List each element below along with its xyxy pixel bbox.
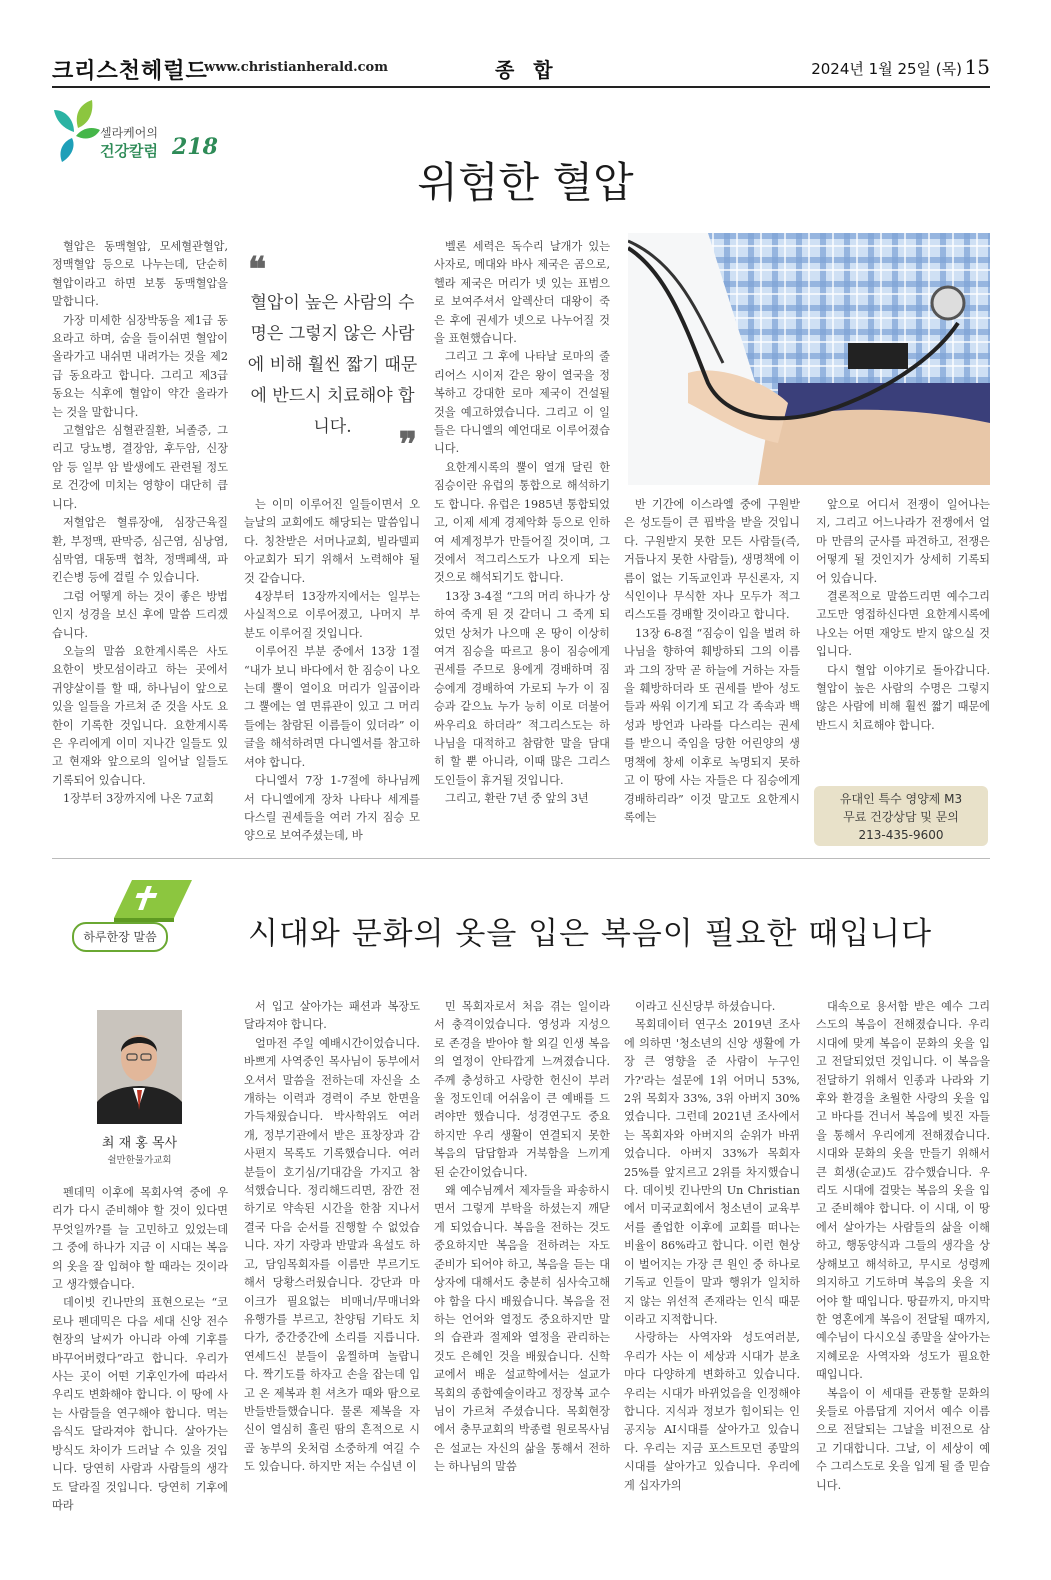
paragraph: 13장 6-8절 “짐승이 입을 벌려 하나님을 향하여 훼방하되 그의 이름과 그의 장막 곧 하늘에 거하는 자들을 훼방하더라 또 권세를 받아 성도들과 싸워 이기게 되고 각 족속과 백성과 방언과 나라를 다스리는 권세를 받으니 죽임을 당한 어린양의 생명책에 창세 이후로 녹명되지 못하고 이 땅에 사는 자들은 다 짐승에게 경배하리라” 이것 말고도 요한계시록에는: [624, 626, 800, 824]
column-number: 218: [172, 134, 218, 160]
paragraph: 는 이미 이루어진 일들이면서 오늘날의 교회에도 해당되는 말씀입니다. 칭찬받은 서머나교회, 빌라델피아교회가 되기 위해서 노력해야 될 것 같습니다.: [244, 498, 420, 585]
paragraph: 사랑하는 사역자와 성도여러분, 우리가 사는 이 세상과 시대가 분초마다 다양하게 변화하고 있습니다. 우리는 시대가 바뀌었음을 인정해야 합니다. 지식과 정보가 힘이되는 인공지능 AI시대를 살아가고 있습니다. 우리는 지금 포스트모던 종말의 시대를 살아가고 있습니다. 우리에게 십자가의: [624, 1331, 800, 1492]
paragraph: 얼마전 주일 예배시간이었습니다. 바쁘게 사역중인 목사님이 동부에서 오셔서 말씀을 전하는데 자신을 소개하는 이력과 경력이 주보 한면을 가득채웠습니다. 박사학위도 여러개, 정부기관에서 받은 표창장과 감사편지 목록도 기록했습니다. 여러분들이 호기심/기대감을 가지고 참석했습니다. 정리해드리면, 잠깐 전하기로 약속된 시간을 한참 지나서 결국 다음 순서를 진행할 수 없었습니다. 자기 자랑과 반말과 욕설도 하고, 담임목회자를 이름만 부르기도 해서 당황스러웠습니다. 강단과 마이크가 필요없는 비매너/무매너와 유행가를 부르고, 찬양팀 기타도 치다가, 중간중간에 소리를 지릅니다. 연세드신 분들이 움찔하며 놀랍니다. 짝기도를 하자고 손을 잡는데 입고 온 제복과 흰 셔츠가 때와 땀으로 반들반들했습니다. 물론 제복을 자신이 열심히 흘린 땀의 흔적으로 시골 농부의 옷처럼 소중하게 여길 수도 있습니다. 하지만 저는 수십년 이: [244, 1036, 420, 1474]
ad-line-1: 유대인 특수 영양제 M3: [839, 792, 963, 806]
article2-column-1: [52, 1184, 228, 1515]
paragraph: 고혈압은 심혈관질환, 뇌졸증, 그리고 당뇨병, 결장암, 후두암, 신장암 등 일부 암 발생에도 관련될 정도로 건강에 미치는 영향이 대단히 큽니다.: [52, 424, 228, 511]
paragraph: 저혈압은 혈류장애, 심장근육질환, 부정맥, 판막증, 심근염, 심낭염, 심막염, 대동맥 협착, 정맥폐색, 파킨슨병 등에 걸릴 수 있습니다.: [52, 516, 228, 585]
paragraph: 민 목회자로서 처음 겪는 일이라서 충격이었습니다. 영성과 지성으로 존경을 받아야 할 외길 인생 복음의 열정이 안타깝게 느껴졌습니다. 주께 충성하고 사랑한 헌신이 부러울 정도인데 어쉬움이 큰 예배를 드려야만 했습니다. 성경연구도 중요하지만 우리 생활이 연결되지 못한 복음의 답답함과 거북함을 느끼게 된 순간이었습니다.: [434, 1000, 610, 1179]
paragraph: 펜데믹 이후에 목회사역 중에 우리가 다시 준비해야 할 것이 있다면 무엇일까?를 늘 고민하고 있었는데 그 중에 하나가 지금 이 시대는 복음의 옷을 잘 입혀야 할 때라는 것이라고 생각했습니다.: [52, 1186, 228, 1292]
article2-title: 시대와 문화의 옷을 입은 복음이 필요한 때입니다: [248, 916, 933, 952]
author-church: 쉴만한물가교회: [107, 1155, 172, 1166]
blood-pressure-photo: [628, 233, 990, 485]
paper-name: 크리스천헤럴드: [52, 59, 208, 84]
page-number: 15: [964, 55, 990, 79]
paragraph: 요한계시록의 뿔이 열개 달린 한 짐승이란 유럽의 통합으로 해석하기도 합니다. 유럽은 1985년 통합되었고, 이제 세계 경제악화 등으로 인하여 세계정부가 만들어질 것이며, 그것에서 적그리스도가 나오게 되는 것으로 해석되기도 합니다.: [434, 460, 610, 585]
ad-line-2: 무료 건강상담 및 문의: [843, 810, 959, 824]
column-logo-name: 건강칼럼: [100, 142, 158, 160]
paper-url[interactable]: www.christianherald.com: [204, 60, 388, 75]
paragraph: 다시 혈압 이야기로 돌아갑니다. 혈압이 높은 사람의 수명은 그렇지 않은 사람에 비해 훨씬 짧기 때문에 반드시 치료해야 합니다.: [816, 663, 990, 732]
article1-column-5: [816, 496, 990, 735]
article1-column-2: [244, 496, 420, 846]
masthead: [52, 52, 990, 88]
article2-column-4: [624, 998, 800, 1495]
paragraph: 1장부터 3장까지에 나온 7교회: [63, 792, 214, 806]
author-name: 최 재 홍 목사: [101, 1136, 178, 1151]
ad-phone: 213-435-9600: [858, 828, 944, 842]
paragraph: 벨론 세력은 독수리 날개가 있는 사자로, 메대와 바사 제국은 곰으로, 헬라 제국은 머리가 넷 있는 표범으로 보여주셔서 알렉산더 대왕이 죽은 후에 권세가 넷으로 나누어질 것을 표현했습니다.: [434, 240, 610, 346]
paragraph: 대속으로 용서함 받은 예수 그리스도의 복음이 전해졌습니다. 우리 시대에 맞게 복음이 문화의 옷을 입고 전달되었던 것입니다. 이 복음을 전달하기 위해서 인종과 나라와 기후와 환경을 초월한 사랑의 옷을 입고 바다를 건너서 복음에 빚진 자들을 통해서 우리에게 전해졌습니다. 시대와 문화의 옷을 만들기 위해서 큰 희생(순교)도 감수했습니다. 우리도 시대에 걸맞는 복음의 옷을 입고 준비해야 합니다. 이 시대, 이 땅에서 살아가는 사람들의 삶을 이해하고, 행동양식과 그들의 생각을 상상해보고 해석하고, 무시로 성령께 의지하고 기도하며 복음의 옷을 지어야 할 때입니다. 땅끝까지, 마지막 한 영혼에게 복음이 전달될 때까지, 예수님이 다시오실 종말을 살아가는 지혜로운 사역자와 성도가 필요한 때입니다.: [816, 1000, 990, 1382]
paragraph: 데이빗 킨나만의 표현으로는 “코로나 펜데믹은 다음 세대 신앙 전수 현장의 날씨가 아니라 아예 기후를 바꾸어버렸다”라고 합니다. 우리가 사는 곳이 어떤 기후인가에 따라서 우리도 변화해야 합니다. 이 땅에 사는 사람들을 연구해야 합니다. 먹는 음식도 달라져야 합니다. 살아가는 방식도 차이가 드러날 수 있을 것입니다. 당연히 사람과 사람들의 생각도 달라질 것입니다. 당연히 기후에 따라: [52, 1296, 228, 1512]
paragraph: 이라고 신신당부 하셨습니다.: [635, 1000, 776, 1013]
paragraph: 그리고, 환란 7년 중 앞의 3년: [445, 792, 589, 806]
paragraph: 반 기간에 이스라엘 중에 구원받은 성도들이 큰 핍박을 받을 것입니다. 구원받지 못한 모든 사람들(즉, 거듭나지 못한 사람들), 생명책에 이름이 없는 기독교인과 무신론자, 지식인이나 무식한 자나 모두가 적그리스도를 경배할 것이라고 합니다.: [624, 498, 800, 622]
paragraph: 서 입고 살아가는 패션과 복장도 달라져야 합니다.: [244, 1000, 420, 1032]
paragraph: 목회데이터 연구소 2019년 조사에 의하면 '청소년의 신앙 생활에 가장 큰 영향을 준 사람이 누구인가?'라는 설문에 1위 어머니 53%, 2위 목회자 33%, 3위 아버지 30%였습니다. 그런데 2021년 조사에서는 목회자와 아버지의 순위가 바뀌었습니다. 아버지 33%가 목회자 25%를 앞지르고 2위를 차지했습니다. 데이빗 킨나만의 Un Christian에서 미국교회에서 청소년이 교육부서를 졸업한 이후에 교회를 떠나는 비율이 86%라고 합니다. 이런 현상이 벌어지는 가장 큰 원인 중 하나로 기독교 인들이 말과 행위가 일치하지 않는 위선적 존재라는 인식 때문이라고 지적합니다.: [624, 1018, 800, 1326]
paragraph: 가장 미세한 심장박동을 제1급 동요라고 하며, 숨을 들이쉬면 혈압이 올라가고 내쉬면 내려가는 것을 제2급 동요라고 합니다. 그리고 제3급 동요는 식후에 혈압이 약간 올라가는 것을 말합니다.: [52, 313, 228, 419]
article2-column-2: [244, 998, 420, 1477]
paragraph: 복음이 이 세대를 관통할 문화의 옷들로 아름답게 지어서 예수 이름으로 전달되는 그날을 비전으로 삼고 기대합니다. 그날, 이 세상이 예수 그리스도로 옷을 입게 될 줄 믿습니다.: [816, 1386, 990, 1492]
paragraph: 13장 3-4절 “그의 머리 하나가 상하여 죽게 된 것 같더니 그 죽게 되었던 상처가 나으매 온 땅이 이상히 여겨 짐승을 따르고 용이 짐승에게 권세를 주므로 용에게 경배하며 짐승에게 경배하여 가로되 누가 이 짐승과 같으뇨 누가 능히 이로 더불어 싸우리요 하더라” 적그리스도는 하나님을 대적하고 참람한 말을 담대히 할 뿐 아니라, 이때 많은 그리스도인들이 휴거될 것입니다.: [434, 589, 610, 787]
author-photo: [97, 1010, 182, 1124]
section-divider: [52, 858, 990, 859]
pull-quote: [245, 250, 420, 465]
section-name: 종 합: [495, 58, 559, 82]
paragraph: 이루어진 부분 중에서 13장 1절 “내가 보니 바다에서 한 짐승이 나오는데 뿔이 열이요 머리가 일곱이라 그 뿔에는 열 면류관이 있고 그 머리들에는 참람된 이름들이 있더라” 이글을 해석하려면 다니엘서를 참고하셔야 합니다.: [244, 645, 420, 769]
paragraph: 오늘의 말씀 요한계시록은 사도 요한이 밧모섬이라고 하는 곳에서 귀양살이를 할 때, 하나님이 앞으로 있을 일들을 가르쳐 준 것을 사도 요한이 기록한 것입니다. 요한계시록은 우리에게 이미 지나간 일들도 있고 현재와 앞으로의 일어날 일들도 기록되어 있습니다.: [52, 644, 228, 787]
paragraph: 혈압은 동맥혈압, 모세혈관혈압, 정맥혈압 등으로 나누는데, 단순히 혈압이라고 하면 보통 동맥혈압을 말합니다.: [52, 240, 228, 309]
article1-column-3: [434, 238, 610, 809]
column-logo-subtitle: 셀라케어의: [100, 126, 158, 140]
paragraph: 결론적으로 말씀드리면 예수그리고도만 영접하신다면 요한계시록에 나오는 어떤 재앙도 받지 않으실 것입니다.: [816, 590, 990, 659]
paragraph: 4장부터 13장까지에서는 일부는 사실적으로 이루어졌고, 나머지 부분도 이루어질 것입니다.: [244, 590, 420, 640]
paragraph: 앞으로 어디서 전쟁이 일어나는지, 그리고 어느나라가 전쟁에서 얼마 만큼의 군사를 파견하고, 전쟁은 어떻게 될 것인지가 상세히 기록되어 있습니다.: [816, 498, 990, 585]
article1-column-1: [52, 238, 228, 809]
paragraph: 그리고 그 후에 나타날 로마의 줄리어스 시이저 같은 왕이 열국을 정복하고 강대한 로마 제국이 건설될 것을 예고하였습니다. 그리고 이 일들은 다니엘의 예언대로 이루어졌습니다.: [434, 350, 610, 456]
article1-column-4: [624, 496, 800, 827]
paragraph: 그럼 어떻게 하는 것이 좋은 방법인지 성경을 보신 후에 말씀 드리겠습니다.: [52, 589, 228, 640]
article2-column-5: [816, 998, 990, 1495]
issue-date: 2024년 1월 25일 (목): [811, 60, 962, 78]
paragraph: 왜 예수님께서 제자들을 파송하시면서 그렇게 부탁을 하셨는지 깨닫게 되었습니다. 복음을 전하는 것도 중요하지만 복음을 전하려는 자도 준비가 되어야 하고, 복음을 듣는 대상자에 대해서도 충분히 심사숙고해야 함을 다시 배웠습니다. 복음을 전하는 언어와 열정도 중요하지만 말의 습관과 절제와 열정을 관리하는 것도 은혜인 것을 배웠습니다. 신학교에서 배운 설교학에서는 설교가 목회의 종합예술이라고 정장복 교수님이 가르쳐 주셨습니다. 목회현장에서 충무교회의 박종렬 원로목사님은 설교는 자신의 삶을 통해서 전하는 하나님의 말씀: [434, 1184, 610, 1474]
article2-column-3: [434, 998, 610, 1477]
quote-close-icon: ❞: [398, 425, 417, 465]
article-title: 위험한 혈압: [417, 158, 634, 207]
paragraph: 다니엘서 7장 1-7절에 하나님께서 다니엘에게 장차 나타나 세계를 다스릴 권세들을 여러 가지 짐승 모양으로 보여주셨는데, 바: [244, 774, 420, 843]
pull-quote-text: 혈압이 높은 사람의 수명은 그렇지 않은 사람에 비해 훨씬 짧기 때문에 반드시 치료해야 합니다.: [247, 293, 418, 437]
bible-icon: [92, 872, 202, 924]
daily-word-badge: 하루한장 말씀: [72, 922, 168, 952]
ad-box: [814, 786, 988, 846]
quote-open-icon: ❝: [248, 250, 267, 290]
